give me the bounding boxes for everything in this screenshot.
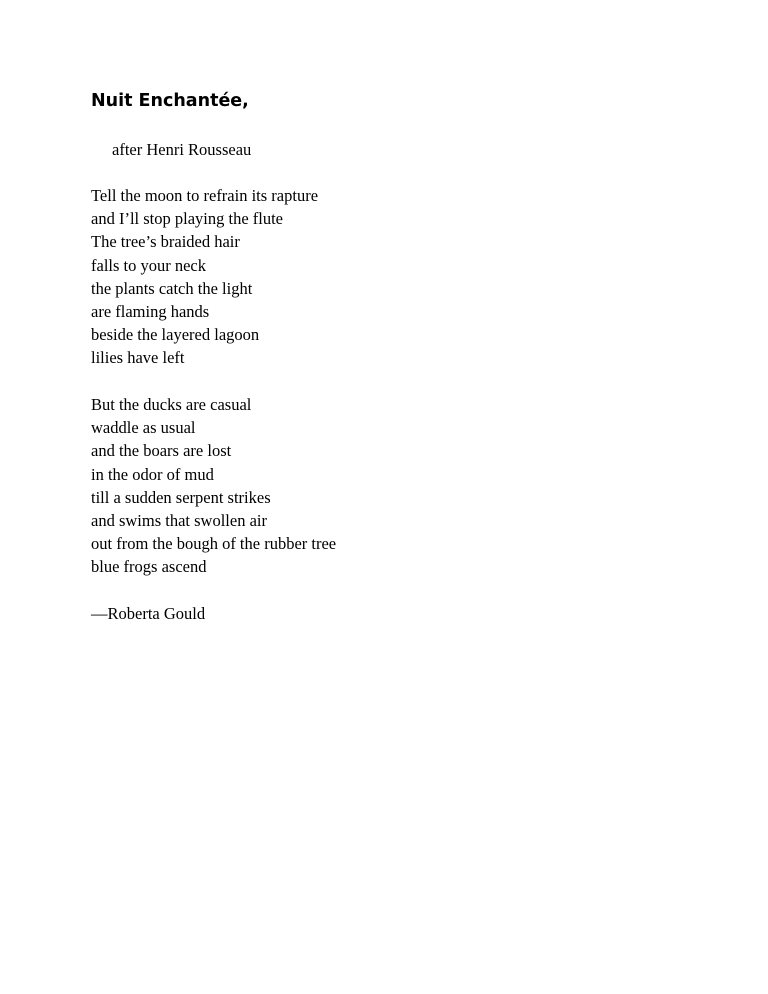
poem-title: Nuit Enchantée,	[91, 91, 249, 111]
poem-line: beside the layered lagoon	[91, 325, 260, 345]
poem-line: waddle as usual	[91, 418, 196, 438]
poem-dedication: after Henri Rousseau	[112, 140, 252, 159]
poem-line: and I’ll stop playing the flute	[91, 209, 283, 229]
poem-line: in the odor of mud	[91, 464, 214, 484]
poem-line: blue frogs ascend	[91, 557, 207, 577]
poem-line: and the boars are lost	[91, 441, 232, 461]
poem-line: But the ducks are casual	[91, 395, 252, 414]
stanza-2	[91, 393, 336, 579]
poem-line: falls to your neck	[91, 255, 207, 275]
poem-line: The tree’s braided hair	[91, 232, 240, 252]
poem-line: till a sudden serpent strikes	[91, 487, 271, 507]
poem-line: out from the bough of the rubber tree	[91, 534, 337, 554]
poem-line: Tell the moon to refrain its rapture	[91, 186, 319, 205]
poem-author-signature: —Roberta Gould	[91, 604, 206, 623]
stanza-1	[91, 184, 318, 370]
poem-line: lilies have left	[91, 348, 185, 368]
poem-line: and swims that swollen air	[91, 510, 267, 530]
poem-line: are flaming hands	[91, 301, 210, 321]
poem-line: the plants catch the light	[91, 278, 253, 298]
